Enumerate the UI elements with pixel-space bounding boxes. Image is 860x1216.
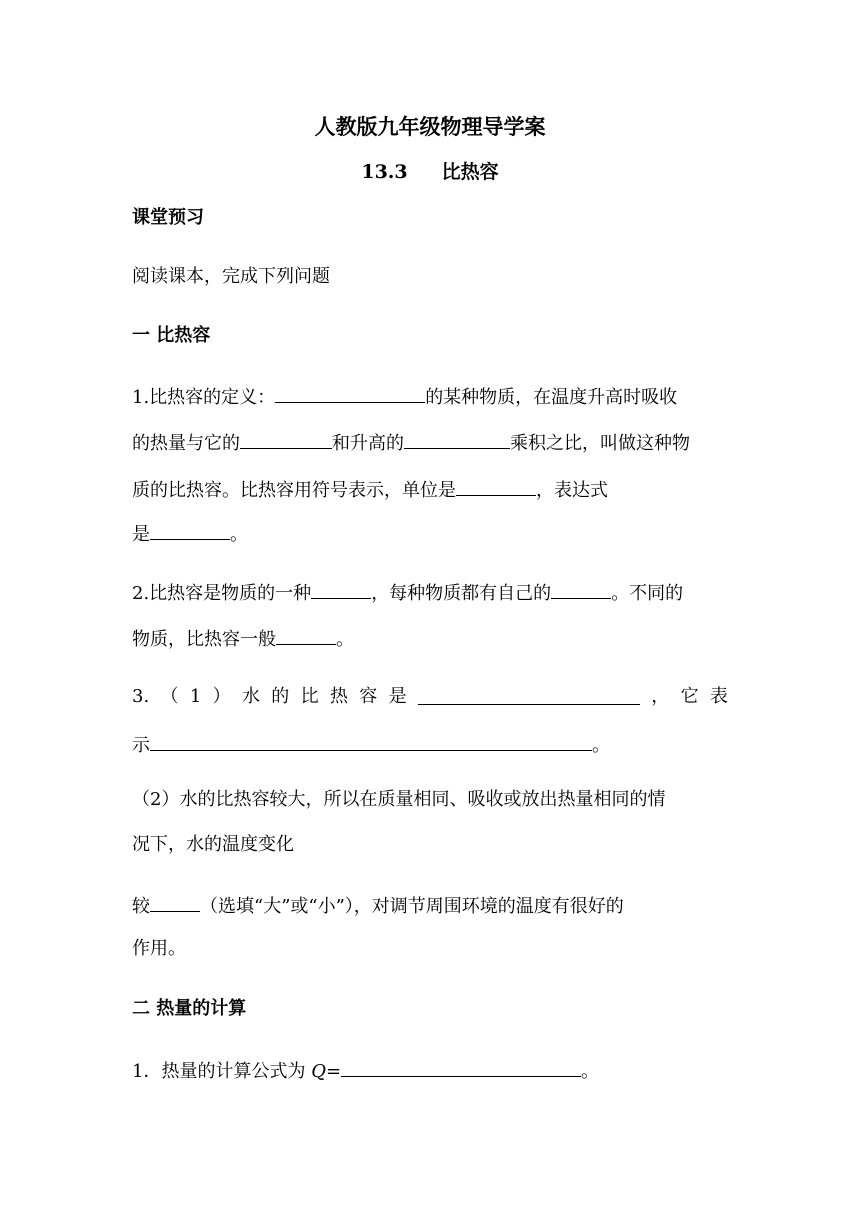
answer-blank[interactable] [418, 685, 640, 705]
answer-blank[interactable] [341, 1057, 581, 1077]
preview-heading: 课堂预习 [132, 207, 204, 228]
lesson-number: 13.3 [361, 161, 408, 183]
q3-part2-line4: 作用。 [132, 938, 186, 959]
q1-line1: 1.比热容的定义： 的某种物质，在温度升高时吸收 [132, 383, 677, 410]
section2-heading: 二 热量的计算 [132, 998, 247, 1019]
answer-blank[interactable] [150, 892, 200, 912]
lesson-subtitle [0, 159, 860, 185]
lesson-name: 比热容 [441, 161, 499, 183]
document-title: 人教版九年级物理导学案 [314, 114, 546, 139]
q1-line2: 的热量与它的 和升高的 乘积之比，叫做这种物 [132, 429, 690, 456]
answer-blank[interactable] [150, 520, 230, 540]
answer-blank[interactable] [275, 383, 425, 403]
q1-line4: 是 。 [132, 520, 248, 547]
answer-blank[interactable] [456, 476, 536, 496]
q1-line3: 质的比热容。比热容用符号表示，单位是 ，表达式 [132, 476, 608, 503]
q3-part2-line1: （2）水的比热容较大，所以在质量相同、吸收或放出热量相同的情 [132, 789, 666, 810]
instruction-text: 阅读课本，完成下列问题 [132, 266, 330, 287]
q3-line1: 3. （ 1 ） 水 的 比 热 容 是 ， 它 表 [132, 686, 728, 707]
answer-blank[interactable] [404, 429, 510, 449]
q3-part2-line2: 况下，水的温度变化 [132, 834, 294, 855]
answer-blank[interactable] [276, 625, 336, 645]
q3-part2-line3: 较 （选填“大”或“小”），对调节周围环境的温度有很好的 [132, 892, 624, 919]
answer-blank[interactable] [551, 579, 611, 599]
answer-blank[interactable] [311, 579, 371, 599]
q3-line2: 示 。 [132, 731, 610, 758]
q2-line1: 2.比热容是物质的一种 ，每种物质都有自己的 。不同的 [132, 579, 683, 606]
answer-blank[interactable] [150, 731, 592, 751]
q2-line2: 物质，比热容一般 。 [132, 625, 354, 652]
answer-blank[interactable] [240, 429, 332, 449]
s2-q1-line: 1．热量的计算公式为 Q= 。 [132, 1057, 599, 1084]
section1-heading: 一 比热容 [132, 325, 211, 346]
